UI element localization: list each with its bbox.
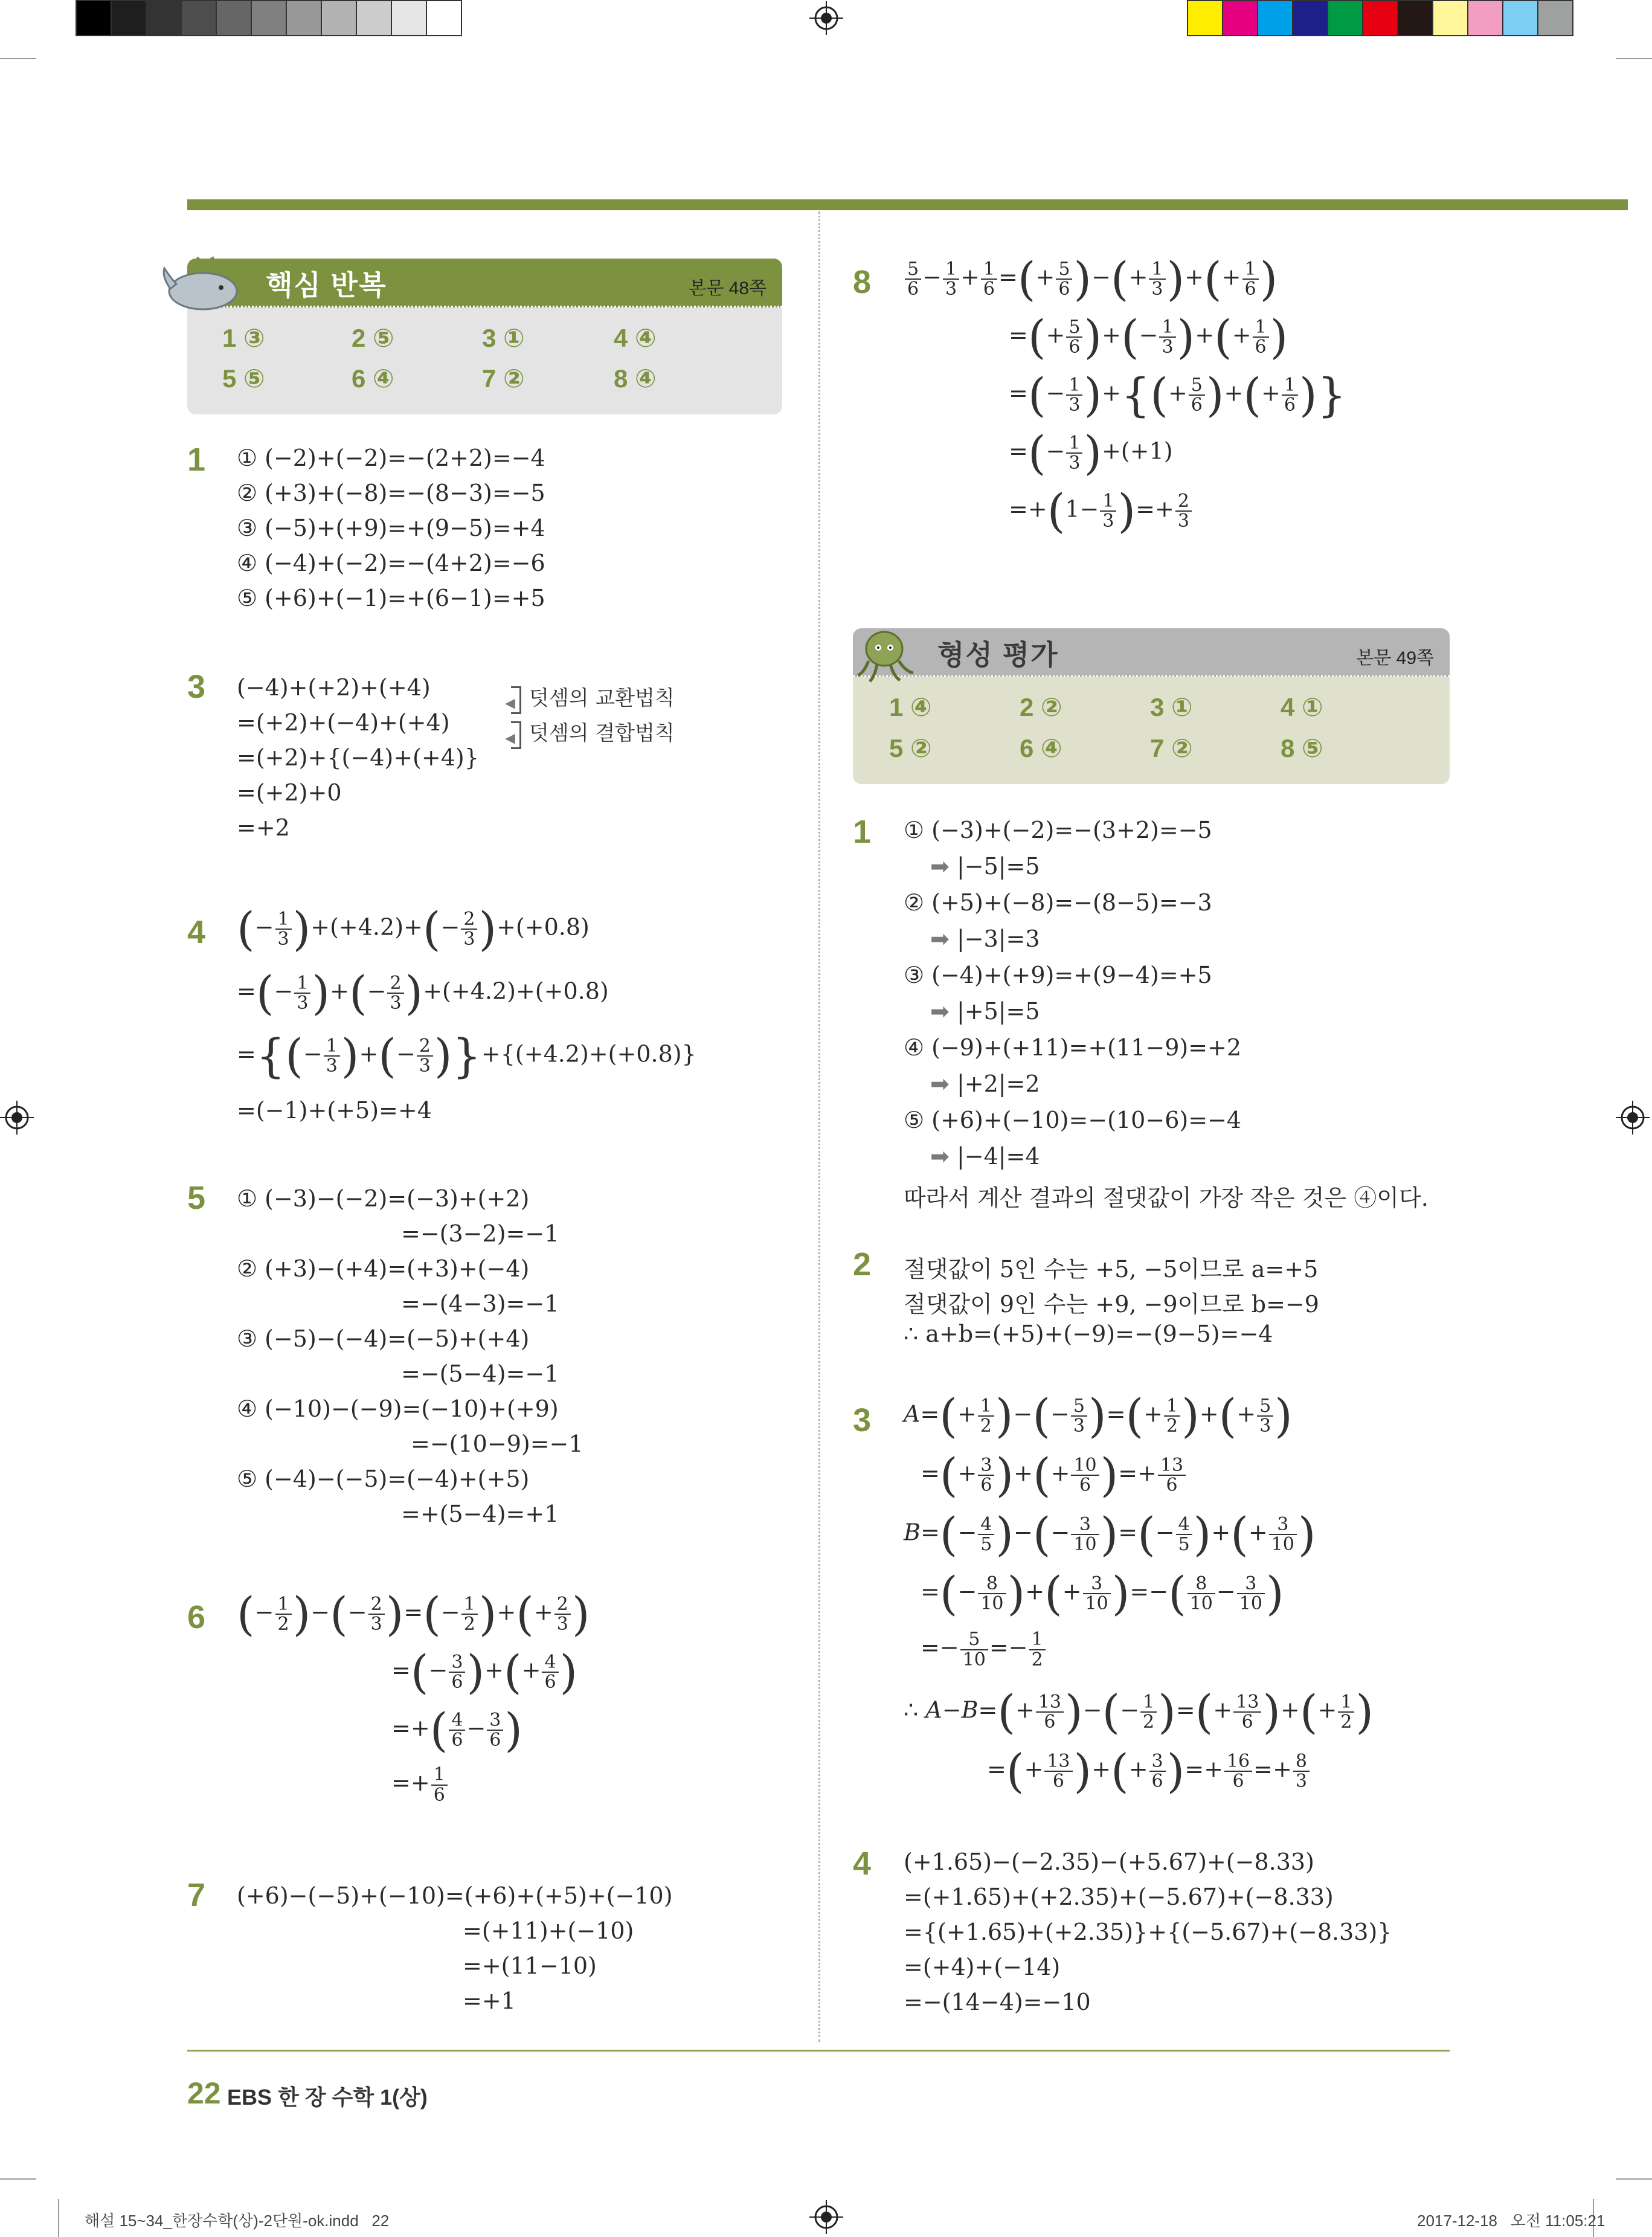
solution-line: =+( $\frac{4}{6}$ − $\frac{3}{6}$ ) [391,1703,523,1757]
answer-item: 5 ② [889,734,932,762]
registration-mark-icon [1616,1101,1650,1135]
solution-line: ⑤ (+6)+(−10)=−(10−6)=−4 [904,1107,1242,1133]
answer-item: 6 ④ [1020,734,1062,762]
solution-line: ④ (−10)−(−9)=(−10)+(+9) [237,1395,559,1422]
solution-line: (−4)+(+2)+(+4) [237,674,431,701]
section-title: 형성 평가 [937,639,1059,671]
answer-item: 1 ④ [889,693,932,721]
conclusion-text: 따라서 계산 결과의 절댓값이 가장 작은 것은 ④이다. [904,1185,1429,1211]
solution-line: (− $\frac{1}{2}$ )−(− $\frac{2}{3}$ )=(− $\frac{1}{2}$ )+(+ $\frac{2}{3}$ ) [237,1587,590,1641]
solution-line: (+1.65)−(−2.35)−(+5.67)+(−8.33) [904,1849,1314,1875]
grayscale-swatches [76,0,462,36]
crop-mark [0,58,36,59]
solution-line: ② (+3)+(−8)=−(8−3)=−5 [237,480,545,506]
registration-mark-icon [809,2200,843,2234]
solution-line: =+2 [237,814,290,841]
book-title: EBS 한 장 수학 1(상) [227,2085,428,2110]
solution-line: B=(− $\frac{4}{5}$ )−(− $\frac{3}{10}$ )=(− $\frac{4}{5}$ )+(+ $\frac{3}{10}$ ) [904,1507,1316,1561]
problem-number: 1 [853,814,872,850]
problem-number: 7 [187,1877,206,1913]
solution-line: =−(10−9)=−1 [411,1431,583,1457]
solution-line: ① (−2)+(−2)=−(2+2)=−4 [237,445,545,471]
answer-item: 6 ④ [352,364,394,393]
answer-item: 3 ① [482,324,525,352]
solution-line: =(− $\frac{1}{3}$ )+{(+ $\frac{5}{6}$ )+(+ $\frac{1}{6}$ )} [1009,368,1346,422]
solution-line: =(− $\frac{1}{3}$ )+(− $\frac{2}{3}$ )+(+4.2)+(+0.8) [237,966,609,1020]
solution-line: =(− $\frac{8}{10}$ )+(+ $\frac{3}{10}$ )=−( $\frac{8}{10}$ − $\frac{3}{10}$ ) [921,1566,1284,1620]
solution-line: =+1 [463,1988,516,2014]
solution-line: ={(− $\frac{1}{3}$ )+(− $\frac{2}{3}$ )}+{(+4.2)+(+0.8)} [237,1029,696,1083]
answer-item: 4 ① [1281,693,1323,721]
problem-number: 3 [187,669,206,705]
solution-line: ➡ |−4|=4 [930,1143,1040,1170]
answer-item: 1 ③ [222,324,265,352]
file-info: 해설 15~34_한장수학(상)-2단원-ok.indd 22 [85,2212,390,2230]
answer-item: 2 ② [1020,693,1062,721]
crop-mark [0,2178,36,2180]
solution-line: ∴ A−B=(+ $\frac{13}{6}$ )−(− $\frac{1}{2}$ )=(+ $\frac{13}{6}$ )+(+ $\frac{1}{2}$ ) [904,1685,1374,1739]
solution-line: =+(1− $\frac{1}{3}$ )=+ $\frac{2}{3}$ [1009,488,1193,534]
footer-line [187,2050,1450,2052]
answer-item: 2 ⑤ [352,324,394,352]
solution-line: ② (+5)+(−8)=−(8−5)=−3 [904,889,1212,916]
whale-icon [162,253,240,313]
solution-line: =(+2)+{(−4)+(+4)} [237,744,479,771]
problem-number: 8 [853,264,872,300]
solution-line: ➡ |−5|=5 [930,853,1040,880]
crop-mark [1616,58,1652,59]
solution-line: =−(3−2)=−1 [401,1220,559,1247]
problem-number: 6 [187,1599,206,1635]
solution-line: ④ (−4)+(−2)=−(4+2)=−6 [237,550,545,576]
solution-line: ⑤ (+6)+(−1)=+(6−1)=+5 [237,585,545,611]
arrow-right-icon: ➡ [930,998,950,1025]
answer-item: 5 ⑤ [222,364,265,393]
answer-item: 4 ④ [614,324,657,352]
registration-mark-icon [0,1101,34,1135]
page-reference: 본문 49쪽 [1356,648,1434,668]
column-divider [818,211,820,2042]
solution-line: =+(5−4)=+1 [401,1501,559,1527]
arrow-right-icon: ➡ [930,925,950,952]
solution-line: ② (+3)−(+4)=(+3)+(−4) [237,1255,530,1282]
solution-line: =(− $\frac{1}{3}$ )+(+1) [1009,426,1173,480]
problem-number: 2 [853,1246,872,1283]
problem-number: 3 [853,1402,872,1438]
solution-line: ➡ |−3|=3 [930,925,1040,952]
solution-line: =(+ $\frac{5}{6}$ )+(− $\frac{1}{3}$ )+(+ $\frac{1}{6}$ ) [1009,310,1288,364]
solution-line: 절댓값이 5인 수는 +5, −5이므로 a=+5 [904,1256,1319,1283]
solution-line: =+ $\frac{1}{6}$ [391,1765,449,1804]
arrow-icon: ◀ [505,731,515,746]
solution-line: =(+ $\frac{3}{6}$ )+(+ $\frac{10}{6}$ )=+ $\frac{13}{6}$ [921,1452,1187,1498]
answer-item: 3 ① [1150,693,1193,721]
solution-line: ① (−3)+(−2)=−(3+2)=−5 [904,817,1212,843]
solution-line: =−(4−3)=−1 [401,1290,559,1317]
solution-line: ① (−3)−(−2)=(−3)+(+2) [237,1185,530,1212]
solution-line: ③ (−5)+(+9)=+(9−5)=+4 [237,515,545,541]
solution-line: =−(14−4)=−10 [904,1989,1091,2015]
problem-number: 5 [187,1180,206,1216]
answer-item: 8 ④ [614,364,657,393]
solution-line: ➡ |+5|=5 [930,998,1040,1025]
section-title: 핵심 반복 [266,269,387,301]
solution-line: A=(+ $\frac{1}{2}$ )−(− $\frac{5}{3}$ )=(+ $\frac{1}{2}$ )+(+ $\frac{5}{3}$ ) [904,1389,1293,1443]
page-number: 22 [187,2076,221,2110]
registration-mark-icon [809,1,843,35]
solution-line: 절댓값이 9인 수는 +9, −9이므로 b=−9 [904,1291,1319,1318]
solution-line: =− $\frac{5}{10}$ =− $\frac{1}{2}$ [921,1630,1047,1669]
solution-line: ③ (−5)−(−4)=(−5)+(+4) [237,1325,530,1352]
answer-item: 7 ② [1150,734,1193,762]
solution-line: ∴ a+b=(+5)+(−9)=−(9−5)=−4 [904,1321,1273,1347]
solution-line: =−(5−4)=−1 [401,1360,559,1387]
solution-line: ⑤ (−4)−(−5)=(−4)+(+5) [237,1466,530,1492]
solution-line: (− $\frac{1}{3}$ )+(+4.2)+(− $\frac{2}{3}$ )+(+0.8) [237,902,590,956]
answer-item: 7 ② [482,364,525,393]
solution-line: ➡ |+2|=2 [930,1070,1040,1097]
arrow-right-icon: ➡ [930,1070,950,1097]
arrow-right-icon: ➡ [930,1143,950,1170]
solution-line: ={(+1.65)+(+2.35)}+{(−5.67)+(−8.33)} [904,1919,1392,1945]
problem-number: 4 [853,1846,872,1882]
arrow-icon: ◀ [505,696,515,711]
annotation-note: 덧셈의 결합법칙 [529,721,675,745]
octopus-icon [853,625,919,685]
problem-number: 4 [187,914,206,950]
solution-line: =(+ $\frac{13}{6}$ )+(+ $\frac{3}{6}$ )=+ $\frac{16}{6}$ =+ $\frac{8}{3}$ [987,1748,1311,1794]
solution-line: =(+2)+(−4)+(+4) [237,709,450,736]
solution-line: ④ (−9)+(+11)=+(11−9)=+2 [904,1034,1242,1061]
crop-mark [1616,2178,1652,2180]
answer-item: 8 ⑤ [1281,734,1323,762]
solution-line: =(− $\frac{3}{6}$ )+(+ $\frac{4}{6}$ ) [391,1645,578,1699]
solution-line: =+(11−10) [463,1952,597,1979]
solution-line: =(+4)+(−14) [904,1954,1061,1980]
arrow-right-icon: ➡ [930,853,950,880]
color-swatches [1187,0,1573,36]
solution-line: $\frac{5}{6}$ − $\frac{1}{3}$ + $\frac{1}{6}$ =(+ $\frac{5}{6}$ )−(+ $\frac{1}{3}$ )+(+ $\frac{1}{6}$ ) [904,256,1278,302]
header-bar [187,199,1628,210]
solution-line: =(−1)+(+5)=+4 [237,1097,432,1124]
problem-number: 1 [187,442,206,478]
annotation-note: 덧셈의 교환법칙 [529,686,675,710]
solution-line: =(+11)+(−10) [463,1917,634,1944]
solution-line: =(+2)+0 [237,779,342,806]
solution-line: (+6)−(−5)+(−10)=(+6)+(+5)+(−10) [237,1882,673,1909]
page-reference: 본문 48쪽 [689,278,767,298]
solution-line: =(+1.65)+(+2.35)+(−5.67)+(−8.33) [904,1884,1334,1910]
crop-mark [58,2199,59,2237]
solution-line: ③ (−4)+(+9)=+(9−4)=+5 [904,962,1212,988]
print-timestamp: 2017-12-18 오전 11:05:21 [1417,2212,1605,2230]
